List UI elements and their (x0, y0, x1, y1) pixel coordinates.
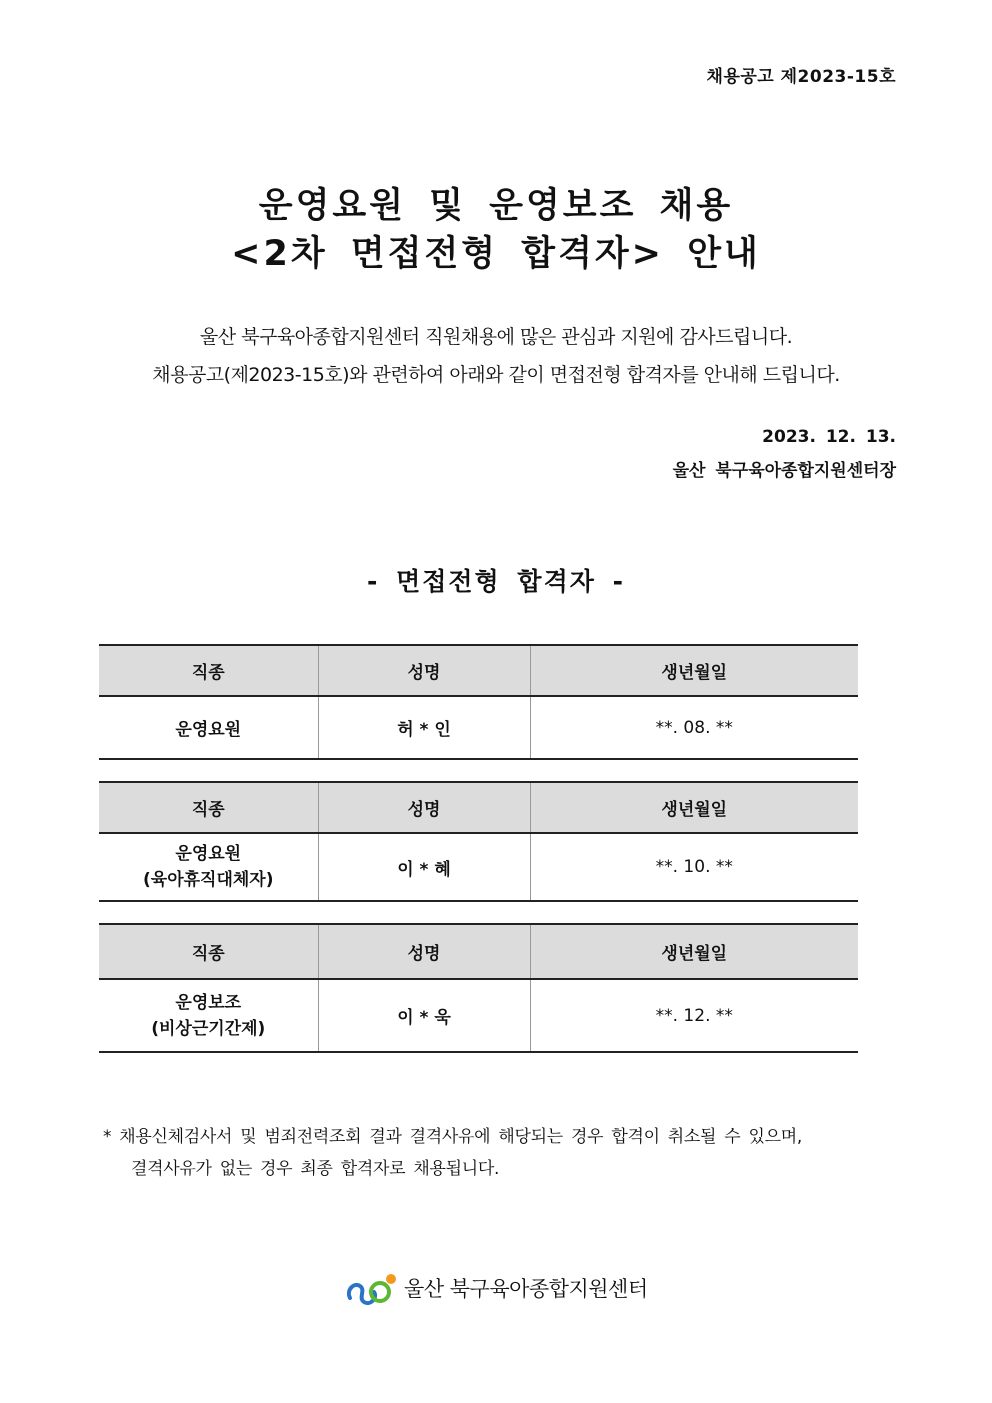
cell-job-title: 운영보조 (175, 992, 242, 1013)
page-title-line-2: <2차 면접전형 합격자> 안내 (231, 234, 761, 274)
table-header-row (99, 924, 858, 979)
header-job: 직종 (99, 782, 318, 833)
cell-job (99, 979, 318, 1052)
section-title: - 면접전형 합격자 - (367, 567, 625, 596)
cell-job-sub: (비상근기간제) (151, 1018, 266, 1039)
cell-job (99, 833, 318, 901)
header-job: 직종 (99, 645, 318, 696)
cell-job: 운영요원 (99, 696, 318, 759)
table-row (99, 979, 858, 1052)
footnote-line-2: 결격사유가 없는 경우 최종 합격자로 채용됩니다. (131, 1159, 500, 1179)
cell-name: 허 * 인 (318, 696, 530, 759)
issuer: 울산 북구육아종합지원센터장 (672, 461, 896, 481)
table-header-row (99, 782, 858, 833)
header-birth: 생년월일 (530, 924, 858, 979)
notice-number: 채용공고 제2023-15호 (706, 67, 896, 87)
header-job: 직종 (99, 924, 318, 979)
footnote-line-1: * 채용신체검사서 및 범죄전력조회 결과 결격사유에 해당되는 경우 합격이 취소될 수 있으며, (103, 1127, 802, 1147)
result-table-1 (99, 644, 858, 760)
announcement-date: 2023. 12. 13. (762, 427, 896, 447)
header-birth: 생년월일 (530, 645, 858, 696)
header-birth: 생년월일 (530, 782, 858, 833)
intro-line-1: 울산 북구육아종합지원센터 직원채용에 많은 관심과 지원에 감사드립니다. (199, 326, 793, 348)
table-header-row (99, 645, 858, 696)
result-table-3 (99, 923, 858, 1053)
cell-job-sub: (육아휴직대체자) (143, 870, 274, 890)
cell-job-title: 운영요원 (175, 844, 242, 864)
cell-name: 이 * 욱 (318, 979, 530, 1052)
header-name: 성명 (318, 924, 530, 979)
center-logo-icon (344, 1268, 400, 1308)
cell-name: 이 * 혜 (318, 833, 530, 901)
center-logo (344, 1268, 648, 1308)
header-name: 성명 (318, 782, 530, 833)
page-title-line-1: 운영요원 및 운영보조 채용 (258, 186, 734, 226)
table-row (99, 833, 858, 901)
center-logo-text: 울산 북구육아종합지원센터 (404, 1277, 648, 1301)
table-row (99, 696, 858, 759)
result-table-2 (99, 781, 858, 902)
cell-birth: **. 10. ** (530, 833, 858, 901)
header-name: 성명 (318, 645, 530, 696)
cell-birth: **. 08. ** (530, 696, 858, 759)
intro-line-2: 채용공고(제2023-15호)와 관련하여 아래와 같이 면접전형 합격자를 안내해 드립니다. (152, 364, 840, 386)
cell-birth: **. 12. ** (530, 979, 858, 1052)
